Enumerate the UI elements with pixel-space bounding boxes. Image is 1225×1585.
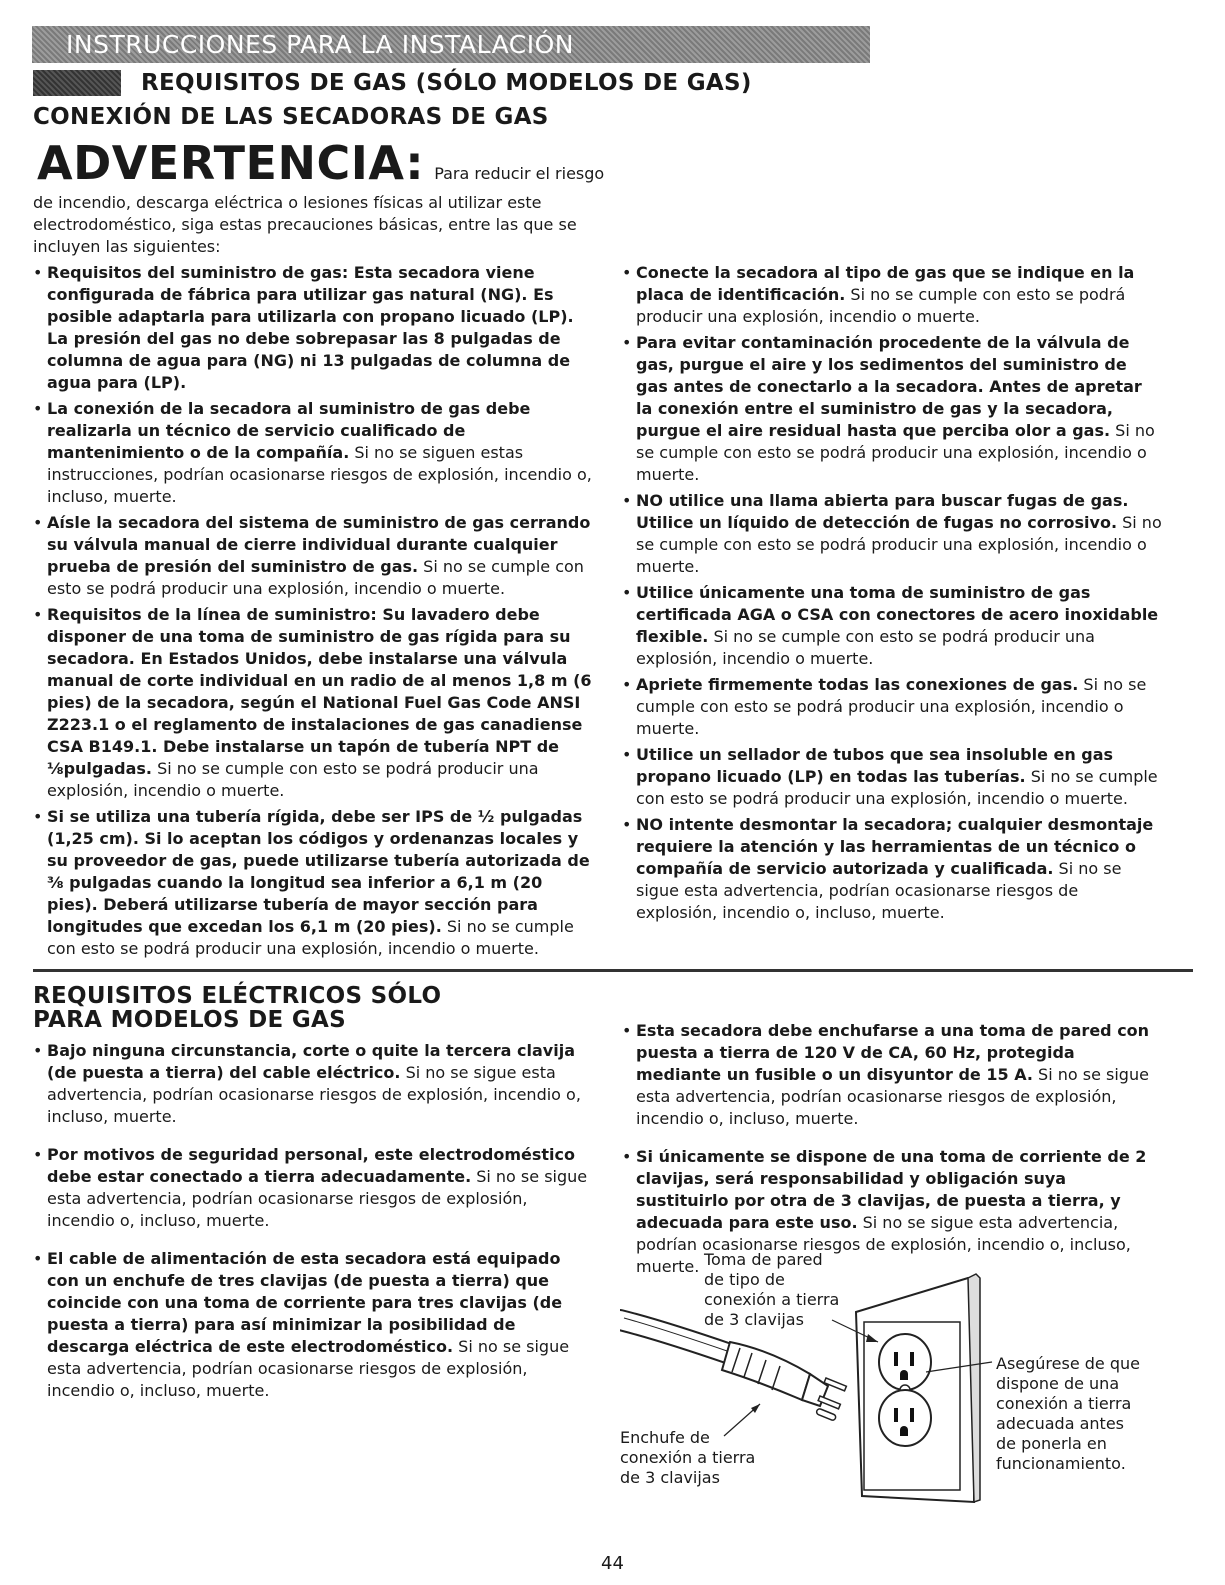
section-marker — [33, 70, 121, 96]
bullet-bold-text: Aísle la secadora del sistema de suministro de gas cerrando su válvula manual de cierre individual durante cualquier prueba de presión del suministro de gas. — [47, 513, 591, 576]
gas-requirement-left-2 — [33, 398, 595, 508]
left-column — [33, 262, 595, 964]
gas-requirement-left-3 — [33, 512, 595, 600]
plug-label: Enchufe de conexión a tierra de 3 clavijas — [620, 1428, 756, 1487]
warning-lead: Para reducir el riesgo — [434, 164, 605, 183]
gas-requirement-right-3 — [622, 490, 1162, 578]
gas-requirement-right-5 — [622, 674, 1162, 740]
section-title: REQUISITOS DE GAS (SÓLO MODELOS DE GAS) — [141, 70, 752, 96]
bullet-text: Si no se sigue esta advertencia, podrían ocasionarse riesgos de explosión, incendio o, incluso, muerte. — [47, 1167, 588, 1230]
electrical-requirement-left-1 — [33, 1040, 593, 1128]
warning-block — [33, 136, 605, 258]
electrical-requirement-left-3 — [33, 1248, 593, 1402]
bullet-text: Si no se cumple con esto se podrá producir una explosión, incendio o muerte. — [47, 759, 539, 800]
bullet-text: Si no se sigue esta advertencia, podrían ocasionarse riesgos de explosión, incendio o, incluso, muerte. — [636, 1213, 1131, 1276]
bullet-text: Si no se sigue esta advertencia, podrían ocasionarse riesgos de explosión, incendio o, incluso, muerte. — [636, 1065, 1149, 1128]
bullet-bold-text: NO intente desmontar la secadora; cualquier desmontaje requiere la atención y las herramientas de un técnico o compañía de servicio autorizada y cualificada. — [636, 815, 1154, 878]
gas-requirement-right-7 — [622, 814, 1162, 924]
outlet-label: Toma de pared de tipo de conexión a tierra de 3 clavijas — [704, 1250, 840, 1329]
bullet-text: Si no se cumple con esto se podrá producir una explosión, incendio o muerte. — [636, 421, 1155, 484]
bullet-bold-text: Si únicamente se dispone de una toma de corriente de 2 clavijas, será responsabilidad y obligación suya sustituirlo por otra de 3 clavijas, de puesta a tierra, y adecuada para este uso. — [636, 1147, 1147, 1232]
bullet-bold-text: Bajo ninguna circunstancia, corte o quite la tercera clavija (de puesta a tierra) del cable eléctrico. — [47, 1041, 575, 1082]
bullet-bold-text: Requisitos de la línea de suministro: Su lavadero debe disponer de una toma de suministro de gas rígida para su secadora. En Estados Unidos, debe instalarse una válvula manual de corte individual en un radio de al menos 1,8 m (6 pies) de la secadora, según el National Fuel Gas Code ANSI Z223.1 o el reglamento de instalaciones de gas canadiense CSA B149.1. Debe instalarse un tapón de tubería NPT de ⅛pulgadas. — [47, 605, 592, 778]
gas-requirement-right-4 — [622, 582, 1162, 670]
wall-outlet-icon — [856, 1274, 980, 1502]
gas-requirement-left-1 — [33, 262, 595, 394]
bullet-bold-text: Requisitos del suministro de gas: Esta secadora viene configurada de fábrica para utilizar gas natural (NG). Es posible adaptarla para utilizarla con propano licuado (LP). La presión del gas no debe sobrepasar las 8 pulgadas de columna de agua para (NG) ni 13 pulgadas de columna de agua para (LP). — [47, 263, 574, 392]
bullet-text: Si no se cumple con esto se podrá producir una explosión, incendio o muerte. — [636, 627, 1095, 668]
plug-outlet-illustration — [620, 1250, 1160, 1530]
bullet-bold-text: Para evitar contaminación procedente de la válvula de gas, purgue el aire y los sedimentos del suministro de gas antes de conectarlo a la secadora. Antes de apretar la conexión entre el suministro de gas y la secadora, purgue el aire residual hasta que perciba olor a gas. — [636, 333, 1142, 440]
bullet-bold-text: Esta secadora debe enchufarse a una toma de pared con puesta a tierra de 120 V de CA, 60 Hz, protegida mediante un fusible o un disyuntor de 15 A. — [636, 1021, 1150, 1084]
warning-body: de incendio, descarga eléctrica o lesiones físicas al utilizar este electrodoméstico, siga estas precauciones básicas, entre las que se incluyen las siguientes: — [33, 193, 577, 256]
grounded-outlet-figure — [620, 1250, 1160, 1530]
bullet-text: Si no se sigue esta advertencia, podrían ocasionarse riesgos de explosión, incendio o, incluso, muerte. — [47, 1337, 570, 1400]
bullet-text: Si no se sigue esta advertencia, podrían ocasionarse riesgos de explosión, incendio o, incluso, muerte. — [47, 1063, 581, 1126]
warning-word: ADVERTENCIA: — [37, 136, 425, 190]
section-banner: INSTRUCCIONES PARA LA INSTALACIÓN — [32, 26, 870, 63]
gas-requirement-right-6 — [622, 744, 1162, 810]
bullet-bold-text: La conexión de la secadora al suministro de gas debe realizarla un técnico de servicio cualificado de mantenimiento o de la compañía. — [47, 399, 531, 462]
bullet-bold-text: Utilice un sellador de tubos que sea insoluble en gas propano licuado (LP) en todas las tuberías. — [636, 745, 1114, 786]
electrical-left-column — [33, 1040, 593, 1418]
plug-icon — [620, 1318, 846, 1421]
bullet-text: Si no se cumple con esto se podrá producir una explosión, incendio o muerte. — [636, 285, 1126, 326]
bullet-text: Si no se cumple con esto se podrá producir una explosión, incendio o muerte. — [636, 767, 1158, 808]
bullet-bold-text: El cable de alimentación de esta secadora está equipado con un enchufe de tres clavijas (de puesta a tierra) que coincide con una toma de corriente para tres clavijas (de puesta a tierra) para así minimizar la posibilidad de descarga eléctrica de este electrodoméstico. — [47, 1249, 563, 1356]
bullet-text: Si no se sigue esta advertencia, podrían ocasionarse riesgos de explosión, incendio o, incluso, muerte. — [636, 859, 1122, 922]
bullet-bold-text: Apriete firmemente todas las conexiones de gas. — [636, 675, 1079, 694]
bullet-text: Si no se cumple con esto se podrá producir una explosión, incendio o muerte. — [47, 557, 584, 598]
electrical-title-line2: PARA MODELOS DE GAS — [33, 1007, 347, 1033]
page-number: 44 — [601, 1553, 624, 1574]
left-list — [33, 262, 595, 960]
bullet-bold-text: Utilice únicamente una toma de suministro de gas certificada AGA o CSA con conectores de acero inoxidable flexible. — [636, 583, 1159, 646]
bullet-bold-text: Si se utiliza una tubería rígida, debe ser IPS de ½ pulgadas (1,25 cm). Si lo aceptan los códigos y ordenanzas locales y su proveedor de gas, puede utilizarse tubería autorizada de ⅜ pulgadas cuando la longitud sea inferior a 6,1 m (20 pies). Deberá utilizarse tubería de mayor sección para longitudes que excedan los 6,1 m (20 pies). — [47, 807, 590, 936]
electrical-left-list — [33, 1040, 593, 1402]
bullet-text: Si no se siguen estas instrucciones, podrían ocasionarse riesgos de explosión, incendio o, incluso, muerte. — [47, 443, 592, 506]
section-header — [33, 68, 752, 98]
gas-requirement-right-2 — [622, 332, 1162, 486]
bullet-text: Si no se cumple con esto se podrá producir una explosión, incendio o muerte. — [47, 917, 574, 958]
bullet-bold-text: Por motivos de seguridad personal, este electrodoméstico debe estar conectado a tierra adecuadamente. — [47, 1145, 576, 1186]
electrical-title-line1: REQUISITOS ELÉCTRICOS SÓLO — [33, 983, 442, 1009]
bullet-bold-text: NO utilice una llama abierta para buscar fugas de gas. Utilice un líquido de detección de fugas no corrosivo. — [636, 491, 1129, 532]
gas-requirement-right-1 — [622, 262, 1162, 328]
electrical-title — [33, 984, 441, 1032]
section-divider — [33, 969, 1193, 972]
electrical-requirement-left-2 — [33, 1144, 593, 1232]
electrical-requirement-right-1 — [622, 1020, 1162, 1130]
bullet-bold-text: Conecte la secadora al tipo de gas que se indique en la placa de identificación. — [636, 263, 1135, 304]
subsection-title: CONEXIÓN DE LAS SECADORAS DE GAS — [33, 104, 549, 130]
right-column — [622, 262, 1162, 928]
bullet-text: Si no se cumple con esto se podrá producir una explosión, incendio o muerte. — [636, 675, 1147, 738]
right-list — [622, 262, 1162, 924]
gas-requirement-left-4 — [33, 604, 595, 802]
bullet-text: Si no se cumple con esto se podrá producir una explosión, incendio o muerte. — [636, 513, 1162, 576]
gas-requirement-left-5 — [33, 806, 595, 960]
electrical-right-list — [622, 1020, 1162, 1278]
note-label: Asegúrese de que dispone de una conexión a tierra adecuada antes de ponerla en funcionamiento. — [996, 1354, 1140, 1473]
